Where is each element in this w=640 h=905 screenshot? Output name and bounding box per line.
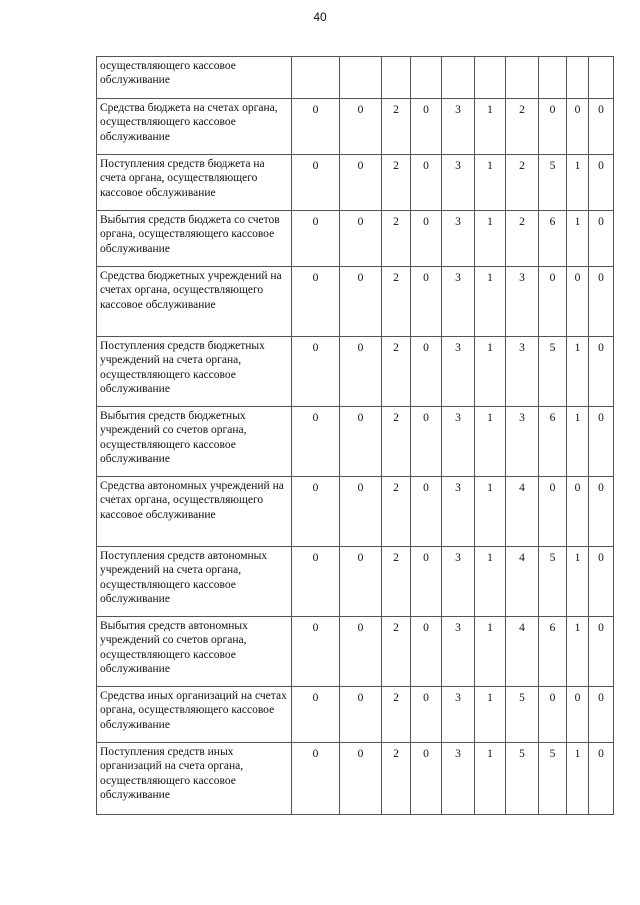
code-digit-9: 0 [567,687,589,743]
table-row [97,617,614,687]
code-digit-10 [589,57,614,99]
code-digit-7: 4 [506,547,539,617]
code-digit-4: 0 [411,477,442,547]
code-digit-3: 2 [382,743,411,815]
code-digit-4: 0 [411,267,442,337]
code-digit-5: 3 [442,99,475,155]
code-digit-9: 1 [567,407,589,477]
code-digit-1: 0 [292,407,340,477]
code-digit-2: 0 [340,155,382,211]
code-digit-4 [411,57,442,99]
code-digit-10: 0 [589,547,614,617]
table-row [97,547,614,617]
code-digit-2: 0 [340,99,382,155]
code-digit-6: 1 [475,687,506,743]
code-digit-2: 0 [340,547,382,617]
code-digit-8: 0 [539,477,567,547]
code-digit-5: 3 [442,267,475,337]
code-digit-8: 5 [539,337,567,407]
code-digit-9: 1 [567,155,589,211]
code-digit-9: 1 [567,617,589,687]
code-digit-3: 2 [382,155,411,211]
code-digit-1 [292,57,340,99]
row-name: Выбытия средств бюджета со счетов органа, осуществляющего кассовое обслуживание [97,211,292,267]
code-digit-3: 2 [382,617,411,687]
row-name: Выбытия средств автономных учреждений со счетов органа, осуществляющего кассовое обслуживание [97,617,292,687]
code-digit-6: 1 [475,617,506,687]
code-digit-8: 6 [539,407,567,477]
code-digit-8: 6 [539,617,567,687]
code-digit-6: 1 [475,211,506,267]
code-digit-4: 0 [411,211,442,267]
account-codes-table [96,56,614,815]
table-row [97,267,614,337]
code-digit-7: 4 [506,477,539,547]
code-digit-5: 3 [442,211,475,267]
code-digit-10: 0 [589,743,614,815]
code-digit-7 [506,57,539,99]
code-digit-5: 3 [442,743,475,815]
code-digit-2: 0 [340,687,382,743]
code-digit-9: 1 [567,743,589,815]
code-digit-1: 0 [292,211,340,267]
code-digit-10: 0 [589,617,614,687]
code-digit-1: 0 [292,547,340,617]
table-row [97,407,614,477]
code-digit-2: 0 [340,617,382,687]
row-name: Поступления средств бюджета на счета органа, осуществляющего кассовое обслуживание [97,155,292,211]
code-digit-3: 2 [382,267,411,337]
code-digit-8: 0 [539,687,567,743]
code-digit-1: 0 [292,267,340,337]
table-row [97,57,614,99]
code-digit-5: 3 [442,617,475,687]
code-digit-10: 0 [589,337,614,407]
code-digit-1: 0 [292,99,340,155]
code-digit-7: 3 [506,267,539,337]
code-digit-4: 0 [411,743,442,815]
code-digit-10: 0 [589,211,614,267]
code-digit-9: 1 [567,211,589,267]
code-digit-2: 0 [340,267,382,337]
code-digit-5: 3 [442,477,475,547]
row-name: Выбытия средств бюджетных учреждений со счетов органа, осуществляющего кассовое обслуживание [97,407,292,477]
code-digit-2: 0 [340,743,382,815]
code-digit-3 [382,57,411,99]
code-digit-7: 2 [506,155,539,211]
code-digit-9: 1 [567,337,589,407]
code-digit-8: 6 [539,211,567,267]
code-digit-2: 0 [340,337,382,407]
code-digit-6: 1 [475,155,506,211]
row-name: Средства бюджетных учреждений на счетах органа, осуществляющего кассовое обслуживание [97,267,292,337]
row-name: Поступления средств иных организаций на счета органа, осуществляющего кассовое обслуживание [97,743,292,815]
code-digit-8: 5 [539,743,567,815]
code-digit-8: 5 [539,155,567,211]
code-digit-10: 0 [589,687,614,743]
code-digit-9: 0 [567,99,589,155]
code-digit-5 [442,57,475,99]
code-digit-6: 1 [475,337,506,407]
code-digit-10: 0 [589,99,614,155]
code-digit-8: 0 [539,99,567,155]
code-digit-6 [475,57,506,99]
code-digit-9: 0 [567,267,589,337]
code-digit-7: 5 [506,687,539,743]
row-name: Поступления средств автономных учреждений на счета органа, осуществляющего кассовое обслуживание [97,547,292,617]
table-body [97,57,614,815]
code-digit-7: 2 [506,211,539,267]
code-digit-3: 2 [382,547,411,617]
code-digit-8: 5 [539,547,567,617]
code-digit-6: 1 [475,407,506,477]
table-row [97,337,614,407]
code-digit-1: 0 [292,337,340,407]
code-digit-1: 0 [292,477,340,547]
code-digit-9: 0 [567,477,589,547]
code-digit-3: 2 [382,407,411,477]
code-digit-9 [567,57,589,99]
table-row [97,687,614,743]
code-digit-1: 0 [292,743,340,815]
table-row [97,477,614,547]
code-digit-3: 2 [382,477,411,547]
table-row [97,99,614,155]
code-digit-4: 0 [411,617,442,687]
code-digit-5: 3 [442,407,475,477]
code-digit-3: 2 [382,687,411,743]
code-digit-2 [340,57,382,99]
code-digit-1: 0 [292,617,340,687]
code-digit-7: 4 [506,617,539,687]
code-digit-9: 1 [567,547,589,617]
code-digit-4: 0 [411,155,442,211]
code-digit-2: 0 [340,477,382,547]
code-digit-4: 0 [411,407,442,477]
code-digit-6: 1 [475,743,506,815]
code-digit-6: 1 [475,477,506,547]
code-digit-5: 3 [442,155,475,211]
code-digit-3: 2 [382,99,411,155]
code-digit-10: 0 [589,267,614,337]
code-digit-4: 0 [411,687,442,743]
code-digit-2: 0 [340,407,382,477]
code-digit-5: 3 [442,547,475,617]
code-digit-4: 0 [411,99,442,155]
table-row [97,155,614,211]
code-digit-7: 5 [506,743,539,815]
row-name: Поступления средств бюджетных учреждений на счета органа, осуществляющего кассовое обслуживание [97,337,292,407]
code-digit-10: 0 [589,477,614,547]
row-name: Средства бюджета на счетах органа, осуществляющего кассовое обслуживание [97,99,292,155]
code-digit-7: 3 [506,337,539,407]
row-name: Средства автономных учреждений на счетах органа, осуществляющего кассовое обслуживание [97,477,292,547]
code-digit-7: 3 [506,407,539,477]
table-row [97,743,614,815]
code-digit-5: 3 [442,337,475,407]
code-digit-8: 0 [539,267,567,337]
code-digit-3: 2 [382,211,411,267]
code-digit-4: 0 [411,547,442,617]
code-digit-5: 3 [442,687,475,743]
code-digit-3: 2 [382,337,411,407]
code-digit-6: 1 [475,99,506,155]
code-digit-1: 0 [292,155,340,211]
code-digit-4: 0 [411,337,442,407]
code-digit-8 [539,57,567,99]
code-digit-7: 2 [506,99,539,155]
table-row [97,211,614,267]
code-digit-2: 0 [340,211,382,267]
code-digit-6: 1 [475,267,506,337]
code-digit-10: 0 [589,155,614,211]
code-digit-6: 1 [475,547,506,617]
code-digit-1: 0 [292,687,340,743]
page-number: 40 [313,10,327,24]
row-name: осуществляющего кассовое обслуживание [97,57,292,99]
row-name: Средства иных организаций на счетах органа, осуществляющего кассовое обслуживание [97,687,292,743]
code-digit-10: 0 [589,407,614,477]
